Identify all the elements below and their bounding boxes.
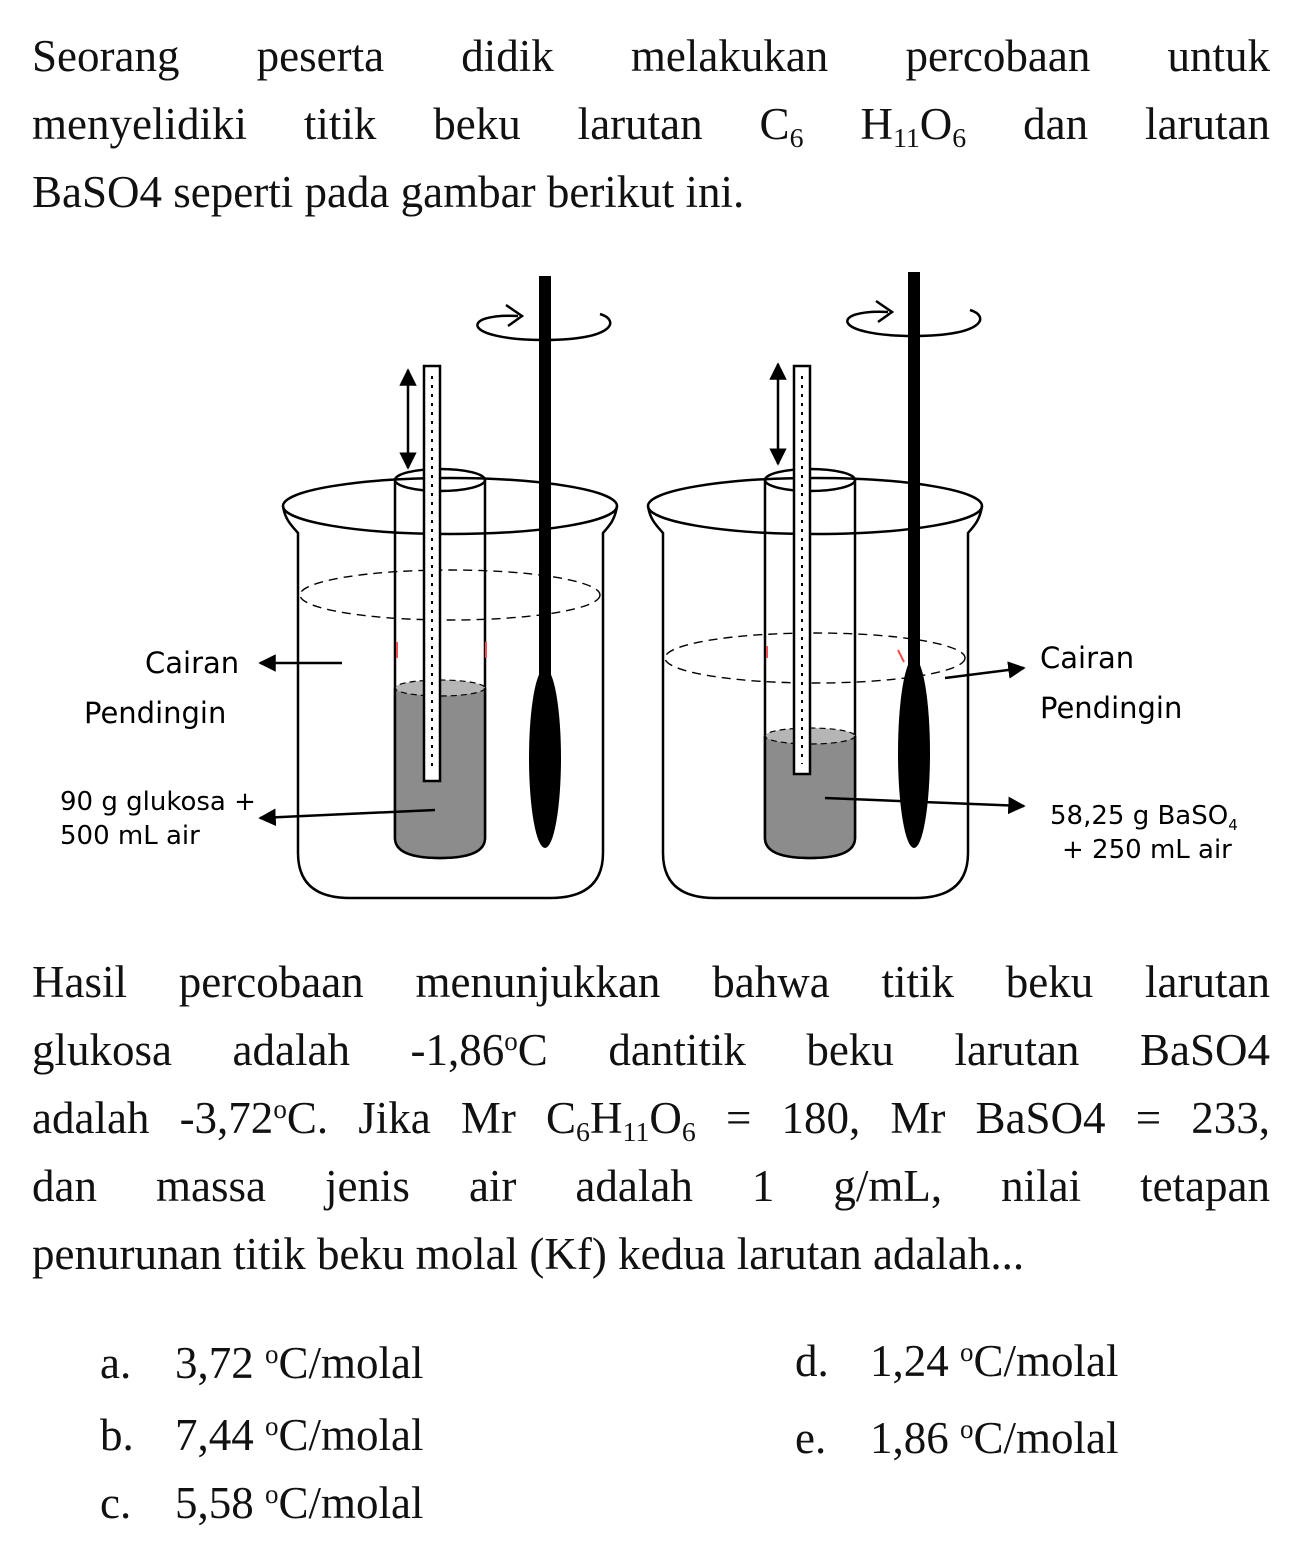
right-solution-label-2: + 250 mL air [1062,835,1232,865]
option-d[interactable]: d. 1,24 $^o$C/molal [795,1336,1119,1386]
right-solution-label-1: 58,25 g BaSO$_4$ [1050,801,1238,834]
right-coolant-label-1: Cairan [1040,641,1135,675]
question-intro [32,22,1270,226]
body-line-5: penurunan titik beku molal (Kf) kedua larutan adalah... [32,1229,1025,1279]
intro-line-1: Seorang peserta didik melakukan percobaan untuk [32,31,1270,81]
formula-glucose-2: $C_6H_{11}O_6$ [546,1093,696,1148]
body-line-2: glukosa adalah -1,86$^o$C dantitik beku larutan BaSO4 [32,1025,1270,1075]
body-line-4: dan massa jenis air adalah 1 g/mL, nilai tetapan [32,1161,1270,1211]
freezing-point-apparatus-figure [30,258,1270,918]
right-beaker [648,272,1024,898]
option-b[interactable]: b. 7,44 $^o$C/molal [100,1410,424,1460]
option-a[interactable]: a. 3,72 $^o$C/molal [100,1338,424,1388]
left-beaker [260,276,617,898]
intro-line-2: menyelidiki titik beku larutan $C_6$ $H_{11}O_6$ dan larutan [32,99,1270,154]
body-line-1: Hasil percobaan menunjukkan bahwa titik beku larutan [32,957,1270,1007]
body-line-3: adalah -3,72$^o$C. Jika Mr $C_6H_{11}O_6 = 180$, Mr BaSO4 = 233, [32,1093,1270,1148]
left-solution-label-1: 90 g glukosa + [60,787,256,817]
left-coolant-label-2: Pendingin [84,696,227,730]
question-body [32,948,1270,1288]
formula-glucose: $C_6$ $H_{11}O_6$ [759,99,967,154]
left-coolant-label-1: Cairan [145,646,240,680]
option-c[interactable]: c. 5,58 $^o$C/molal [100,1478,424,1528]
option-e[interactable]: e. 1,86 $^o$C/molal [795,1413,1119,1463]
left-solution-label-2: 500 mL air [60,821,200,851]
intro-line-3: BaSO4 seperti pada gambar berikut ini. [32,167,745,217]
right-coolant-label-2: Pendingin [1040,691,1183,725]
